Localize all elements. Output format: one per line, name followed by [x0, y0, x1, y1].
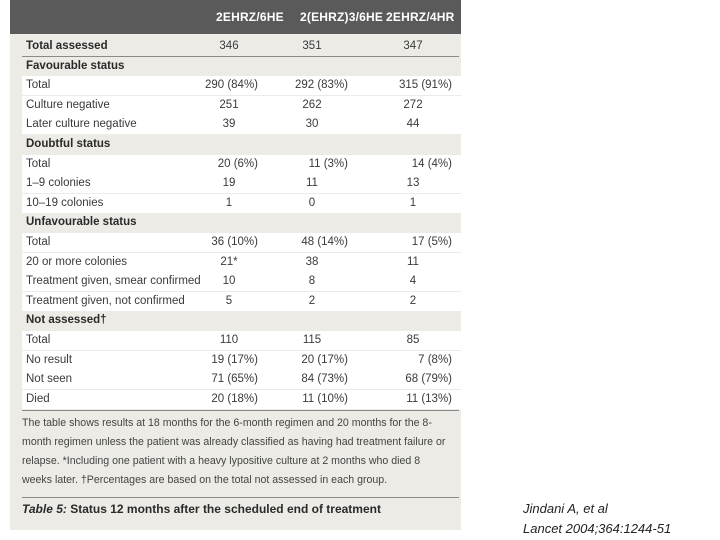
table-row — [22, 370, 461, 389]
table-cell: 346 — [219, 40, 239, 52]
table-cell: 4 — [409, 275, 417, 288]
column-header: 2EHRZ/4HR — [386, 10, 455, 24]
table-header-row — [10, 0, 461, 34]
row-label: Treatment given, not confirmed — [26, 294, 185, 307]
table-cell: 251 — [219, 98, 239, 111]
table-row — [22, 331, 461, 350]
row-label: Not seen — [26, 373, 73, 386]
caption-text: Status 12 months after the scheduled end of treatment — [66, 502, 381, 516]
table-cell: 1 — [225, 196, 233, 209]
table-cell: 14 (4%) — [411, 157, 452, 170]
table-row — [22, 233, 461, 252]
table-cell: 48 (14%) — [301, 236, 348, 248]
table-cell: 44 — [406, 118, 420, 131]
column-header: 2EHRZ/6HE — [216, 10, 284, 24]
table-cell: 1 — [409, 196, 417, 209]
table-row — [22, 194, 461, 213]
table-row — [22, 155, 461, 174]
section-header-row — [22, 311, 461, 330]
table-cell: 20 (18%) — [211, 392, 258, 405]
row-label: Total assessed — [26, 40, 108, 52]
row-label: Doubtful status — [26, 138, 111, 150]
table-cell: 85 — [406, 334, 420, 346]
table-row — [22, 351, 461, 370]
table-cell: 20 (17%) — [301, 353, 348, 366]
table-cell: 2 — [409, 294, 417, 307]
table-cell: 17 (5%) — [411, 236, 452, 248]
table-cell: 30 — [305, 118, 319, 131]
table-cell: 5 — [225, 294, 233, 307]
section-header-row — [22, 135, 461, 154]
table-cell: 10 — [222, 275, 236, 288]
caption-label: Table 5: — [22, 502, 67, 516]
table-cell: 115 — [302, 334, 322, 346]
table-cell: 20 (6%) — [217, 157, 258, 170]
row-label: Treatment given, smear confirmed — [26, 275, 201, 288]
table-cell: 8 — [308, 275, 316, 288]
table-cell: 36 (10%) — [211, 236, 258, 248]
caption-divider — [22, 497, 459, 498]
table-cell: 11 — [407, 255, 419, 268]
row-label: Died — [26, 392, 50, 405]
table-cell: 347 — [403, 40, 423, 52]
table-cell: 21* — [220, 255, 238, 268]
table-cell: 11 (3%) — [308, 157, 348, 170]
table-cell: 11 (10%) — [302, 392, 348, 405]
table-cell: 0 — [308, 196, 316, 209]
table-cell: 2 — [308, 294, 316, 307]
table-cell: 71 (65%) — [211, 373, 258, 386]
column-header: 2(EHRZ)3/6HE — [300, 10, 384, 24]
table-footnote: The table shows results at 18 months for the 6-month regimen and 20 months for the 8-month regimen unless the patient was already classified as having had treatment failure or relapse. *Including one patient with a heavy lypositive culture at 2 months who died 8 weeks later. †Percentages are based on the total not assessed in each group. — [22, 417, 446, 486]
table-caption — [22, 502, 381, 516]
table-row — [22, 390, 461, 409]
table-cell: 292 (83%) — [294, 79, 348, 92]
table-row — [22, 292, 461, 311]
row-label: 10–19 colonies — [26, 196, 104, 209]
row-label: Total — [26, 79, 51, 92]
table-row — [22, 253, 461, 272]
row-label: Total — [26, 157, 51, 170]
table-cell: 262 — [302, 98, 322, 111]
row-label: Not assessed† — [26, 314, 107, 327]
table-cell: 272 — [403, 98, 423, 111]
table-bottom-divider — [22, 410, 459, 411]
table-row — [22, 115, 461, 134]
row-label: Culture negative — [26, 98, 110, 111]
table-cell: 68 (79%) — [405, 373, 452, 386]
row-label: Total — [26, 334, 51, 346]
table-cell: 290 (84%) — [204, 79, 258, 92]
table-cell: 110 — [219, 334, 239, 346]
section-header-row — [22, 57, 461, 76]
row-label: Later culture negative — [26, 118, 137, 131]
table-cell: 11 (13%) — [406, 392, 452, 405]
table-cell: 19 (17%) — [211, 353, 258, 366]
table-cell: 39 — [222, 118, 236, 131]
citation-journal: Lancet 2004;364:1244-51 — [523, 521, 672, 536]
row-label: Unfavourable status — [26, 216, 137, 229]
row-label: 1–9 colonies — [26, 177, 91, 190]
table-cell: 315 (91%) — [398, 79, 452, 92]
citation — [523, 499, 671, 539]
row-label: Total — [26, 236, 51, 248]
table-row — [22, 37, 461, 56]
table-cell: 7 (8%) — [418, 353, 452, 366]
table-cell: 351 — [302, 40, 322, 52]
table-row — [22, 76, 461, 95]
table-cell: 19 — [222, 177, 236, 190]
table-row — [22, 272, 461, 291]
table-cell: 84 (73%) — [301, 373, 348, 386]
section-header-row — [22, 213, 461, 232]
table-cell: 38 — [305, 255, 319, 268]
table-row — [22, 174, 461, 193]
row-label: No result — [26, 353, 73, 366]
table-row — [22, 96, 461, 115]
citation-authors: Jindani A, et al — [523, 501, 608, 516]
table-cell: 13 — [406, 177, 420, 190]
row-label: 20 or more colonies — [26, 255, 127, 268]
table-cell: 11 — [306, 177, 318, 190]
row-label: Favourable status — [26, 59, 125, 72]
